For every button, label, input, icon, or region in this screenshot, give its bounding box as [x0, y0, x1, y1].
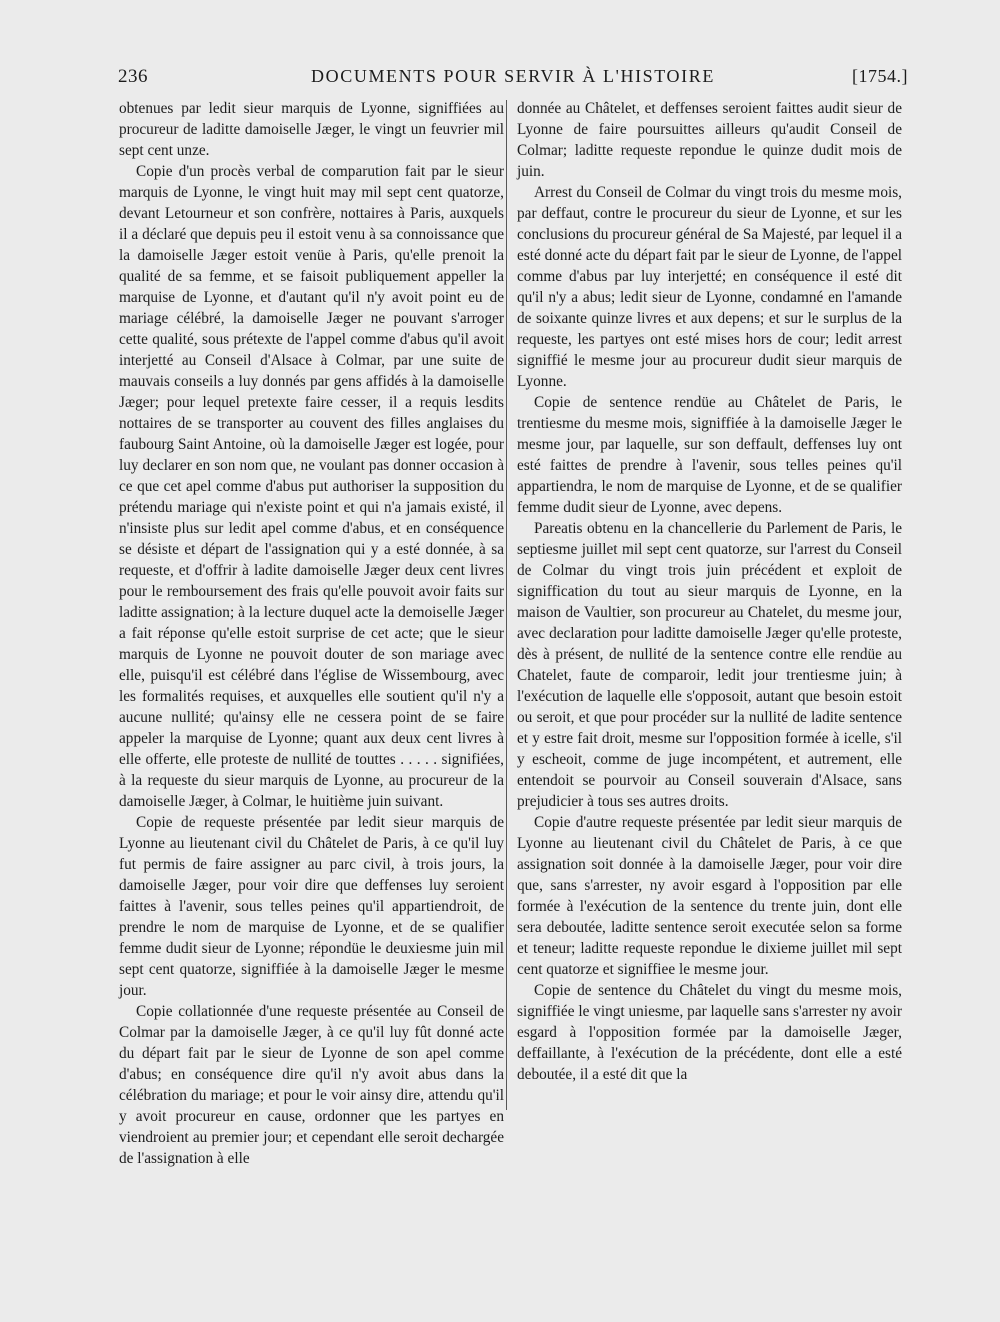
- page-header: [118, 66, 908, 96]
- year-marker: [1754.]: [852, 66, 908, 86]
- right-column: [517, 98, 902, 1085]
- paragraph: Copie d'un procès verbal de comparution fait par le sieur marquis de Lyonne, le vingt huit may mil sept cent quatorze, devant Letourneur et son confrère, nottaires à Paris, auxquels il a déclaré que depuis peu il estoit venu à sa connoissance que la damoiselle Jæger estoit venüe à Paris, qu'elle prenoit la qualité de sa femme, et se faisoit publiquement appeller la marquise de Lyonne, et d'autant qu'il n'y avoit point eu de mariage célébré, la damoiselle Jæger ne pouvant s'arroger cette qualité, sous prétexte de l'appel comme d'abus qu'il avoit interjetté au Conseil d'Alsace à Colmar, par une suite de mauvais conseils a luy donnés par gens affidés à la damoiselle Jæger; pour lequel pretexte faire cesser, il a requis lesdits nottaires de se transporter au couvent des filles anglaises du faubourg Saint Antoine, où la damoiselle Jæger est logée, pour luy declarer en son nom que, ne voulant pas donner occasion à ce que cet apel comme d'abus put authoriser la supposition du prétendu mariage qui n'existe point et qui n'a jamais existé, il n'insiste plus sur ledit apel comme d'abus, et en conséquence se désiste et départ de l'assignation qui y a esté donnée, à sa requeste, et d'offrir à ladite damoiselle Jæger deux cent livres pour le remboursement des frais qu'elle pouvoit avoir faits sur laditte assignation; à la lecture duquel acte la demoiselle Jæger a fait réponse qu'elle estoit surprise de cet acte; que le sieur marquis de Lyonne ne pouvoit douter de son mariage avec elle, puisqu'il est célébré dans l'église de Wissembourg, avec les formalités requises, et auxquelles elle soutient qu'il n'y a aucune nullité; qu'ainsy elle ne cessera point de se faire appeler la marquise de Lyonne; quant aux deux cent livres à elle offerte, elle proteste de nullité de touttes . . . . . signifiées, à la requeste du sieur marquis de Lyonne, au procureur de la damoiselle Jæger, à Colmar, le huitième juin suivant.: [119, 163, 504, 810]
- paragraph: Arrest du Conseil de Colmar du vingt trois du mesme mois, par deffaut, contre le procureur du sieur de Lyonne, et sur les conclusions du procureur général de Sa Majesté, par lequel il a esté donné acte du départ fait par le sieur de Lyonne, de l'appel comme d'abus par luy interjetté; en conséquence il esté dit qu'il n'y a abus; ledit sieur de Lyonne, condamné en l'amande de soixante quinze livres et aux depens; et sur le surplus de la requeste, les partyes ont esté mises hors de cour; ledit arrest signiffié le mesme jour au procureur dudit sieur marquis de Lyonne.: [517, 184, 902, 390]
- paragraph: Copie de requeste présentée par ledit sieur marquis de Lyonne au lieutenant civil du Châtelet de Paris, à ce qu'il luy fut permis de faire assigner au parc civil, à trois jours, la damoiselle Jæger, pour voir dire que deffenses luy seroient faittes à l'avenir, sous telles peines qu'il appartiendroit, de prendre le nom de marquise de Lyonne, et de se qualifier femme dudit sieur de Lyonne; répondüe le deuxiesme juin mil sept cent quatorze, signiffiée à la damoiselle Jæger le mesme jour.: [119, 814, 504, 999]
- column-divider: [506, 100, 507, 1110]
- paragraph: donnée au Châtelet, et deffenses seroient faittes audit sieur de Lyonne de faire poursuittes ailleurs qu'audit Conseil de Colmar; laditte requeste repondue le quinze dudit mois de juin.: [517, 100, 902, 180]
- paragraph: obtenues par ledit sieur marquis de Lyonne, signiffiées au procureur de laditte damoiselle Jæger, le vingt un feuvrier mil sept cent unze.: [119, 100, 504, 159]
- running-title: DOCUMENTS POUR SERVIR À L'HISTOIRE: [311, 66, 715, 86]
- paragraph: Copie d'autre requeste présentée par ledit sieur marquis de Lyonne au lieutenant civil du Châtelet de Paris, à ce que assignation soit donnée à la damoiselle Jæger, pour voir dire que, sans s'arrester, ny avoir esgard à l'opposition par elle formée à l'exécution de la sentence du trente juin, dont elle sera deboutée, laditte sentence seroit executée selon sa forme et teneur; laditte requeste repondue le dixieme juillet mil sept cent quatorze et signiffiee le mesme jour.: [517, 814, 902, 978]
- paragraph: Pareatis obtenu en la chancellerie du Parlement de Paris, le septiesme juillet mil sept cent quatorze, sur l'arrest du Conseil de Colmar du vingt trois juin précédent et exploit de signiffication du tout au sieur marquis de Lyonne, en la maison de Vaultier, son procureur au Chatelet, du mesme jour, avec declaration pour laditte damoiselle Jæger qu'elle proteste, dès à présent, de nullité de la sentence contre elle rendüe au Chatelet, faute de comparoir, ledit jour trentiesme juin; à l'exécution de laquelle elle s'opposoit, autant que besoin estoit ou seroit, et que pour procéder sur la nullité de ladite sentence et y estre fait droit, mesme sur l'opposition formée à icelle, s'il y escheoit, comme de juge incompétent, et autrement, elle entendoit se pourvoir au Conseil souverain d'Alsace, sans prejudicier à tous ses autres droits.: [517, 520, 902, 810]
- paragraph: Copie de sentence du Châtelet du vingt du mesme mois, signiffiée le vingt uniesme, par laquelle sans s'arrester ny avoir esgard à l'opposition formée par la damoiselle Jæger, deffaillante, à l'exécution de la précédente, dont elle a esté deboutée, il a esté dit que la: [517, 982, 902, 1083]
- paragraph: Copie collationnée d'une requeste présentée au Conseil de Colmar par la damoiselle Jæger, à ce qu'il luy fût donné acte du départ fait par le sieur de Lyonne de son apel comme d'abus; en conséquence dire qu'il n'y avoit abus dans la célébration du mariage; et pour le voir ainsy dire, attendu qu'il y avoit procureur en cause, ordonner que les partyes en viendroient au premier jour; et cependant elle seroit dechargée de l'assignation à elle: [119, 1003, 504, 1167]
- left-column: [119, 98, 504, 1169]
- page-number: 236: [118, 66, 148, 87]
- paragraph: Copie de sentence rendüe au Châtelet de Paris, le trentiesme du mesme mois, signiffiée à la damoiselle Jæger le mesme jour, par laquelle, sur son deffault, deffenses luy ont esté faittes de prendre à l'avenir, sous telles peines qu'il appartiendra, le nom de marquise de Lyonne, et de se qualifier femme dudit sieur de Lyonne, avec depens.: [517, 394, 902, 516]
